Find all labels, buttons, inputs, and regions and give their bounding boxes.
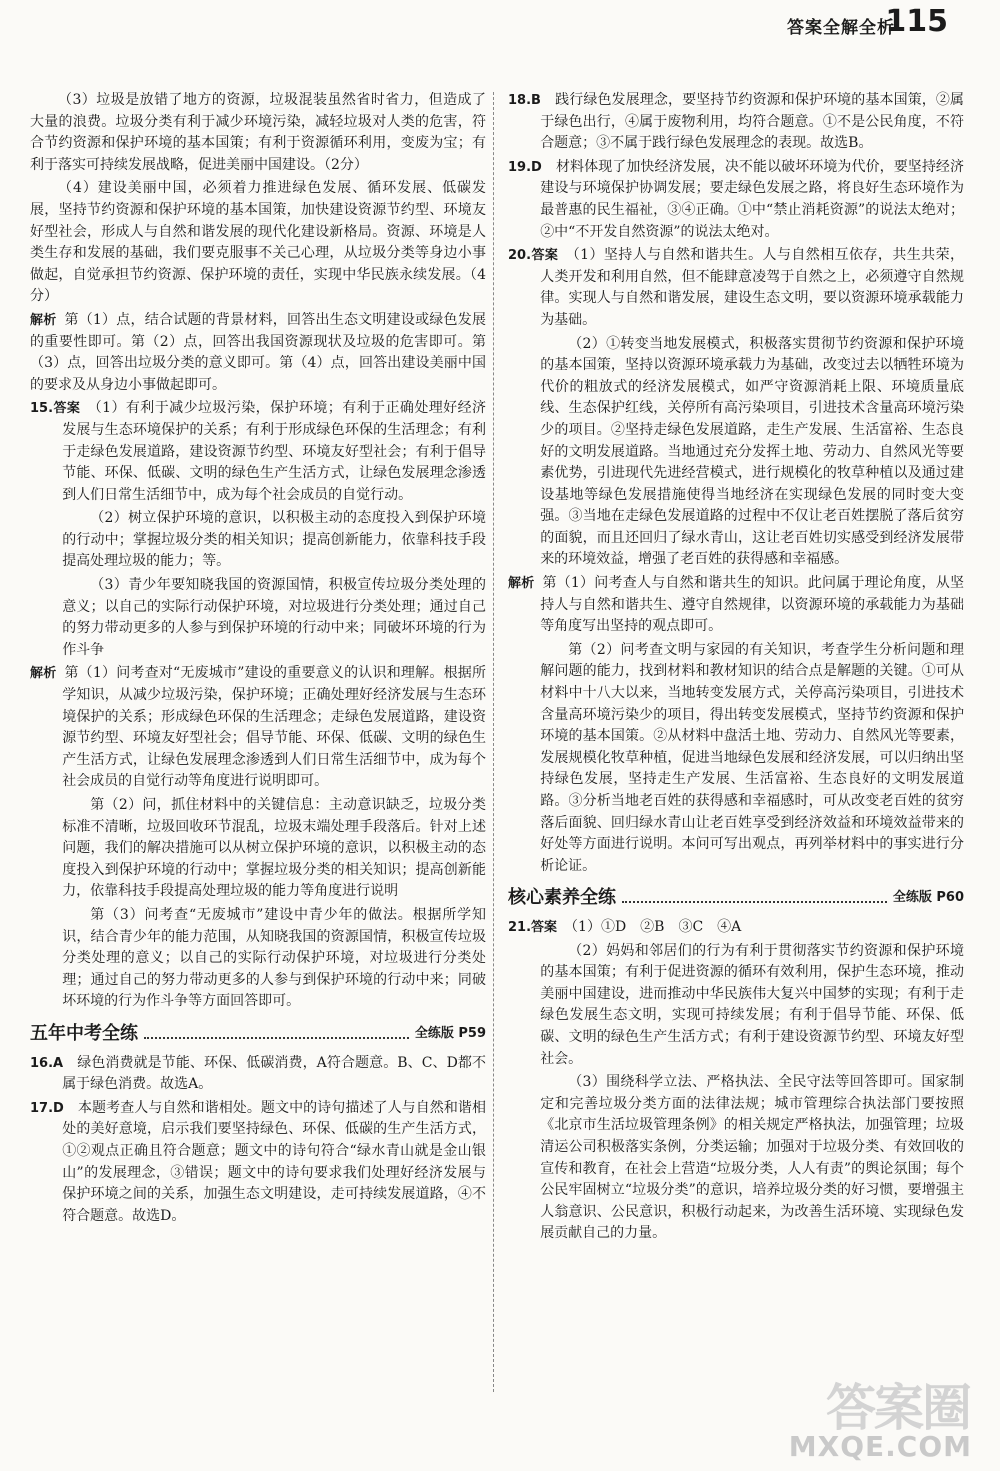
section-title: 核心素养全练 [508, 887, 616, 909]
q15-part2: （2）树立保护环境的意识，以积极主动的态度投入到保护环境的行动中；掌握垃圾分类的相关知识；提高创新能力，依靠科技手段提高处理垃圾的能力；等。 [62, 510, 486, 570]
question-number: 21.答案 [508, 919, 558, 935]
question-number: 16.A [30, 1055, 64, 1071]
header-title: 答案全解全析 [787, 18, 895, 38]
q21-part2: （2）妈妈和邻居们的行为有利于贯彻落实节约资源和保护环境的基本国策；有利于促进资源的循环有效利用，保护生态环境，推动美丽中国建设，进而推动中华民族伟大复兴中国梦的实现；有利于走绿色发展生态文明，实现可持续发展；有利于倡导节能、环保、低碳、文明的绿色生产生活方式；有利于建设资源节约型、环境友好型社会。 [540, 942, 964, 1067]
section-leader-dots [622, 901, 887, 903]
q15-answer [30, 398, 486, 506]
answer-text: 绿色消费就是节能、环保、低碳消费，A符合题意。B、C、D都不属于绿色消费。故选A。 [62, 1054, 486, 1093]
question-number: 18.B [508, 93, 541, 108]
q18-answer [508, 90, 964, 155]
question-number: 17.D [30, 1100, 64, 1116]
answer-text: 材料体现了加快经济发展，决不能以破坏环境为代价，要坚持经济建设与环境保护协调发展；要走绿色发展之路，将良好生态环境作为最普惠的民生福祉，③④正确。①中“禁止消耗资源”的说法太绝对；②中“不开发自然资源”的说法太绝对。 [540, 158, 965, 240]
answer-text: 践行绿色发展理念，要坚持节约资源和保护环境的基本国策，②属于绿色出行，④属于废物利用，均符合题意。①不是公民角度，不符合题意；③不属于践行绿色发展理念的表现。故选B。 [540, 92, 964, 152]
answer-text: （1）有利于减少垃圾污染，保护环境；有利于正确处理好经济发展与生态环境保护的关系；有利于形成绿色环保的生活理念；有利于走绿色发展道路，建设资源节约型、环境友好型社会；有利于倡导节能、环保、低碳、文明的绿色生产生活方式，让绿色发展理念渗透到人们日常生活细节中，成为每个社会成员的自觉行动。 [62, 400, 487, 503]
q21-answer [508, 917, 964, 939]
answer-text: （1）①D ②B ③C ④A [571, 918, 742, 935]
q15-part3: （3）青少年要知晓我国的资源国情，积极宣传垃圾分类处理的意义；以自己的实际行动保护环境，对垃圾进行分类处理；通过自己的努力带动更多的人参与到保护环境的行动中来；同破坏环境的行为作斗争 [62, 577, 486, 658]
question-number: 15.答案 [30, 401, 81, 417]
q17-answer [30, 1098, 486, 1228]
q16-answer [30, 1053, 486, 1096]
right-column [508, 90, 964, 1247]
site-watermark [783, 1368, 978, 1463]
section-reference: 全练版 P59 [414, 1025, 486, 1041]
q20-analysis-part2: 第（2）问考查文明与家园的有关知识，考查学生分析问题和理解问题的能力，找到材料和教材知识的结合点是解题的关键。①可从材料中十八大以来，当地转变发展方式，关停高污染项目，引进技术含量高环境污染少的项目，得出转变发展模式，坚持节约资源和保护环境的基本国策。②从材料中盘活土地、劳动力、自然风光等要素，发展规模化牧草种植，促进当地绿色发展和经济发展，可以归纳出坚持绿色发展，坚持走生产发展、生活富裕、生态良好的文明发展道路。③分析当地老百姓的获得感和幸福感时，可从改变老百姓的贫穷落后面貌、回归绿水青山让老百姓享受到经济效益和环境效益带来的好处等方面进行说明。本问可写出观点，再列举材料中的事实进行分析论证。 [540, 641, 964, 874]
q15-analysis-part3: 第（3）问考查“无废城市”建设中青少年的做法。根据所学知识，结合青少年的能力范围，从知晓我国的资源国情，积极宣传垃圾分类处理的意义；以自己的实际行动保护环境，对垃圾进行分类处理；通过自己的努力带动更多的人参与到保护环境的行动中来；同破坏环境的行为作斗争等方面回答即可。 [62, 906, 486, 1010]
answer-text: （1）坚持人与自然和谐共生。人与自然相互依存，共生共荣，人类开发和利用自然，但不能肆意凌驾于自然之上，必须遵守自然规律。实现人与自然和谐发展，建设生态文明，要以资源环境承载能力为基础。 [540, 247, 965, 328]
question-number: 20.答案 [508, 248, 559, 264]
section-five-year-exam [30, 1023, 486, 1045]
q14-analysis [30, 310, 486, 396]
q20-analysis [508, 573, 964, 638]
analysis-text: 第（1）问考查对“无废城市”建设的重要意义的认识和理解。根据所学知识，从减少垃圾污染，保护环境；正确处理好经济发展与生态环境保护的关系；形成绿色环保的生活理念；走绿色发展道路，建设资源节约型、环境友好型社会；倡导节能、环保、低碳、文明的绿色生产生活方式，让绿色发展理念渗透到人们日常生活细节中，成为每个社会成员的自觉行动等角度进行说明即可。 [62, 665, 486, 790]
q14-part4: （4）建设美丽中国，必须着力推进绿色发展、循环发展、低碳发展，坚持节约资源和保护环境的基本国策，加快建设资源节约型、环境友好型社会，形成人与自然和谐发展的现代化建设新格局。资源、环境是人类生存和发展的基础，我们要克服事不关己心理，从垃圾分类等身边小事做起，自觉承担节约资源、保护环境的责任，实现中华民族永续发展。（4分） [30, 180, 486, 305]
q15-analysis [30, 663, 486, 793]
analysis-text: 第（1）问考查人与自然和谐共生的知识。此问属于理论角度，从坚持人与自然和谐共生、遵守自然规律，以资源环境的承载能力为基础等角度写出坚持的观点即可。 [540, 575, 964, 635]
watermark-text: MXQE.COM [788, 1430, 972, 1463]
q19-answer [508, 157, 964, 243]
q20-part2: （2）①转变当地发展模式，积极落实贯彻节约资源和保护环境的基本国策，坚持以资源环境承载力为基础，改变过去以牺牲环境为代价的粗放式的经济发展模式，如严守资源消耗上限、环境质量底线、生态保护红线，关停所有高污染项目，引进技术含量高环境污染少的项目。②坚持走绿色发展道路，走生产发展、生活富裕、生态良好的文明发展道路。当地通过充分发挥土地、劳动力、自然风光等要素优势，引进现代先进经营模式，进行规模化的牧草种植以及通过建设基地等绿色发展措施使得当地经济在实现绿色发展的同时变大变强。③当地在走绿色发展道路的过程中不仅让老百姓摆脱了落后贫穷的面貌，而且还回归了绿水青山，这让老百姓切实感受到经济发展带来的环境效益，增强了老百姓的获得感和幸福感。 [540, 335, 964, 568]
q21-part3: （3）围绕科学立法、严格执法、全民守法等回答即可。国家制定和完善垃圾分类方面的法律法规；城市管理综合执法部门要按照《北京市生活垃圾管理条例》的相关规定严格执法，加强管理；垃圾清运公司积极落实条例，分类运输；加强对于垃圾分类、有效回收的宣传和教育，在社会上营造“垃圾分类，人人有责”的舆论氛围；每个公民牢固树立“垃圾分类”的意识，培养垃圾分类的好习惯，要增强主人翁意识、公民意识，积极行动起来，为改善生活环境、实现绿色发展贡献自己的力量。 [540, 1074, 964, 1242]
q15-analysis-part2: 第（2）问，抓住材料中的关键信息：主动意识缺乏，垃圾分类标准不清晰，垃圾回收环节混乱，垃圾末端处理手段落后。针对上述问题，我们的解决措施可以从树立保护环境的意识，以积极主动的态度投入到保护环境的行动中；掌握垃圾分类的相关知识；提高创新能力，依靠科技手段提高处理垃圾的能力等角度进行说明 [62, 797, 486, 900]
section-reference: 全练版 P60 [892, 890, 964, 906]
analysis-text: 第（1）点，结合试题的背景材料，回答出生态文明建设或绿色发展的重要性即可。第（2）点，回答出我国资源现状及垃圾的危害即可。第（3）点，回答出垃圾分类的意义即可。第（4）点，回答出建设美丽中国的要求及从身边小事做起即可。 [30, 311, 486, 393]
column-divider [493, 92, 494, 1392]
analysis-label: 解析 [30, 312, 57, 328]
analysis-label: 解析 [30, 666, 57, 682]
question-number: 19.D [508, 159, 542, 175]
q14-part3: （3）垃圾是放错了地方的资源，垃圾混装虽然省时省力，但造成了大量的浪费。垃圾分类有利于减少环境污染，减轻垃圾对人类的危害，符合节约资源和保护环境的基本国策；有利于资源循环利用，变废为宝；有利于落实可持续发展战略，促进美丽中国建设。（2分） [30, 92, 486, 173]
section-title: 五年中考全练 [30, 1022, 138, 1044]
analysis-label: 解析 [508, 576, 535, 592]
page-header [0, 0, 1000, 38]
left-column [30, 90, 486, 1229]
page-number: 115 [885, 4, 948, 39]
section-core-literacy [508, 887, 964, 909]
q20-answer [508, 245, 964, 331]
answer-text: 本题考查人与自然和谐相处。题文中的诗句描述了人与自然和谐相处的美好意境，启示我们要坚持绿色、环保、低碳的生产生活方式，①②观点正确且符合题意；题文中的诗句符合“绿水青山就是金山银山”的发展理念，③错误；题文中的诗句要求我们处理好经济发展与保护环境之间的关系，加强生态文明建设，走可持续发展道路，④不符合题意。故选D。 [62, 1099, 487, 1224]
watermark-logo: 答案圈 [826, 1379, 970, 1437]
section-leader-dots [144, 1037, 409, 1039]
